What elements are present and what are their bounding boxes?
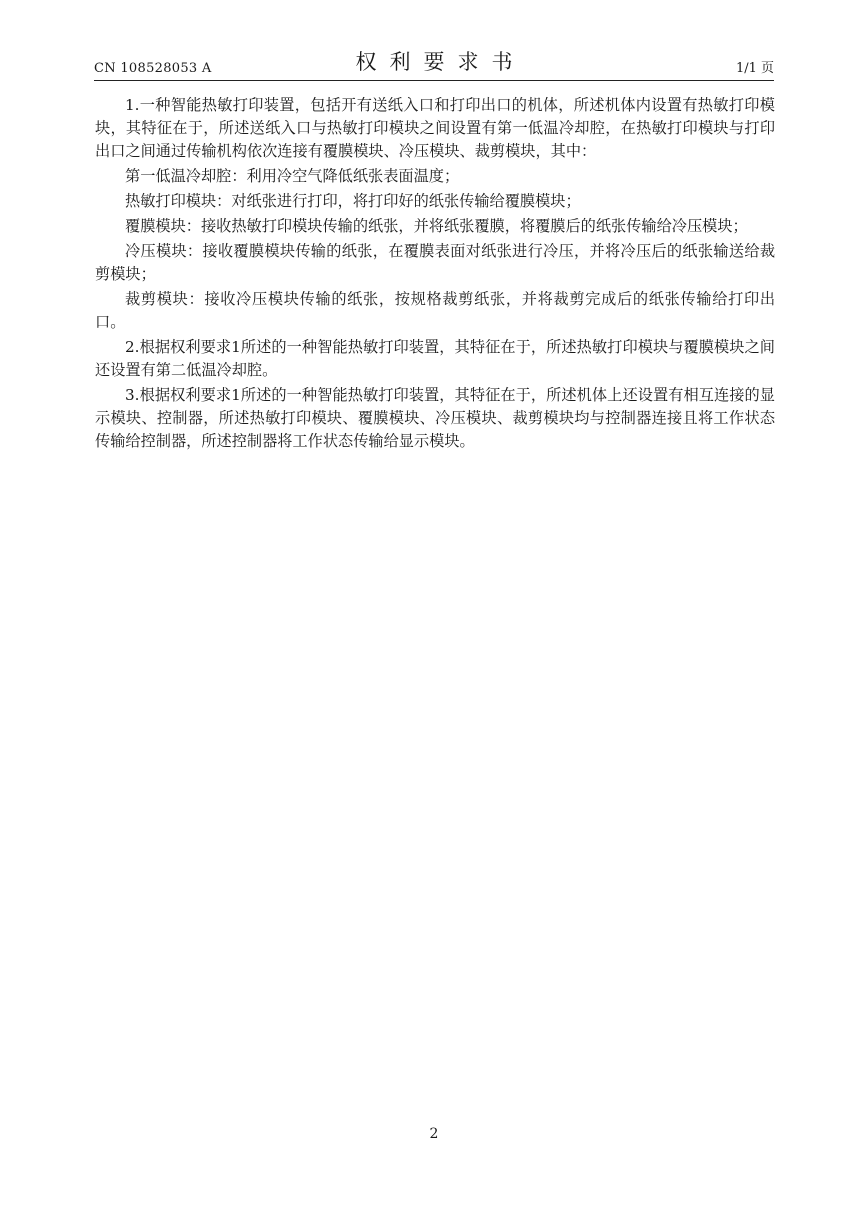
claim-3-paragraph: 3.根据权利要求1所述的一种智能热敏打印装置，其特征在于，所述机体上还设置有相互连接的显示模块、控制器，所述热敏打印模块、覆膜模块、冷压模块、裁剪模块均与控制器连接且将工作状态传输给控制器，所述控制器将工作状态传输给显示模块。 (95, 385, 775, 450)
document-title: 权利要求书 (355, 50, 526, 74)
page-indicator: 1/1 页 (735, 61, 774, 76)
claim-1-item-cooling-chamber: 第一低温冷却腔：利用冷空气降低纸张表面温度； (125, 167, 460, 186)
header-divider (94, 80, 774, 81)
claim-1-item-thermal-print-module: 热敏打印模块：对纸张进行打印，将打印好的纸张传输给覆膜模块； (125, 192, 581, 210)
claim-1-item-cold-press-module: 冷压模块：接收覆膜模块传输的纸张，在覆膜表面对纸张进行冷压，并将冷压后的纸张输送给裁剪模块； (95, 241, 775, 283)
claim-1-item-laminating-module: 覆膜模块：接收热敏打印模块传输的纸张，并将纸张覆膜，将覆膜后的纸张传输给冷压模块； (125, 216, 748, 235)
claims-body (95, 94, 775, 455)
page-header (94, 46, 774, 80)
publication-number: CN 108528053 A (94, 61, 212, 76)
claim-2-paragraph: 2.根据权利要求1所述的一种智能热敏打印装置，其特征在于，所述热敏打印模块与覆膜模块之间还设置有第二低温冷却腔。 (95, 337, 775, 379)
footer-page-number: 2 (429, 1126, 439, 1142)
claim-1-paragraph: 1.一种智能热敏打印装置，包括开有送纸入口和打印出口的机体，所述机体内设置有热敏打印模块，其特征在于，所述送纸入口与热敏打印模块之间设置有第一低温冷却腔，在热敏打印模块与打印出口之间通过传输机构依次连接有覆膜模块、冷压模块、裁剪模块，其中： (95, 96, 775, 161)
claim-1-item-cutting-module: 裁剪模块：接收冷压模块传输的纸张，按规格裁剪纸张，并将裁剪完成后的纸张传输给打印出口。 (95, 289, 775, 331)
